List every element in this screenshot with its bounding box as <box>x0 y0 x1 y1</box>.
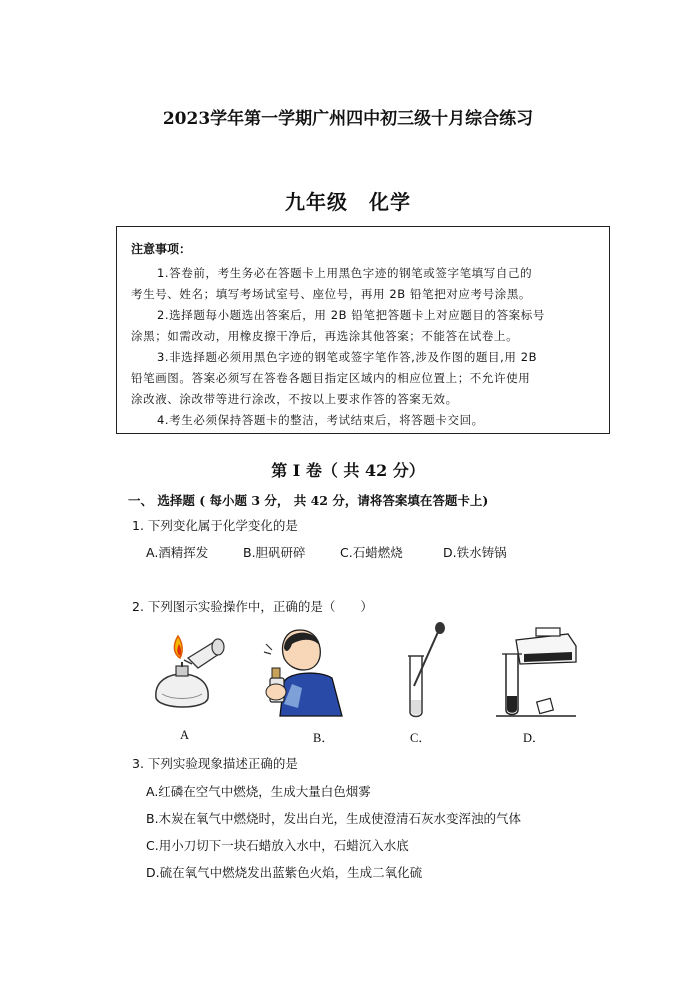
notice-line: 考生号、姓名；填写考场试室号、座位号，再用 2B 铅笔把对应考号涂黑。 <box>131 287 532 301</box>
image-label-c: C． <box>410 731 431 745</box>
notice-line: 涂黑；如需改动，用橡皮擦干净后，再选涂其他答案；不能答在试卷上。 <box>131 329 519 343</box>
question-1-option-d: D.铁水铸锅 <box>443 545 507 560</box>
question-3-option-b: B.木炭在氧气中燃烧时，发出白光，生成使澄清石灰水变浑浊的气体 <box>146 811 522 826</box>
exam-title: 2023学年第一学期广州四中初三级十月综合练习 <box>162 109 534 129</box>
question-3-option-c: C.用小刀切下一块石蜡放入水中，石蜡沉入水底 <box>146 838 409 853</box>
image-label-a: A <box>180 728 190 742</box>
image-c-dropper-test-tube <box>400 620 450 720</box>
notice-line: 4.考生必须保持答题卡的整洁，考试结束后，将答题卡交回。 <box>157 413 484 427</box>
image-label-d: D． <box>523 731 545 745</box>
question-1-option-b: B.胆矾研碎 <box>243 545 306 560</box>
image-d-pouring-reagent <box>496 626 582 720</box>
question-1-option-c: C.石蜡燃烧 <box>340 545 403 560</box>
question-1-option-a: A.酒精挥发 <box>146 545 209 560</box>
notice-line: 3.非选择题必须用黑色字迹的钢笔或签字笔作答,涉及作图的题目,用 2B <box>157 350 538 364</box>
question-3-option-a: A.红磷在空气中燃烧，生成大量白色烟雾 <box>146 784 371 799</box>
question-3-option-d: D.硫在氧气中燃烧发出蓝紫色火焰，生成二氧化硫 <box>146 865 423 880</box>
notice-line: 铅笔画图。答案必须写在答卷各题目指定区域内的相应位置上；不允许使用 <box>131 371 531 385</box>
question-1-stem: 1. 下列变化属于化学变化的是 <box>132 518 298 533</box>
image-label-b: B． <box>313 731 334 745</box>
notice-line: 1.答卷前，考生务必在答题卡上用黑色字迹的钢笔或签字笔填写自己的 <box>157 266 533 280</box>
notice-line: 涂改液、涂改带等进行涂改，不按以上要求作答的答案无效。 <box>131 392 458 406</box>
image-a-alcohol-lamp <box>148 628 228 720</box>
image-b-person-smelling <box>262 624 352 720</box>
part-title: 第 I 卷（ 共 42 分） <box>271 461 425 480</box>
question-2-stem: 2. 下列图示实验操作中，正确的是（ ） <box>132 599 373 614</box>
subject-title: 九年级 化学 <box>285 190 411 214</box>
section-heading: 一、 选择题 ( 每小题 3 分， 共 42 分，请将答案填在答题卡上) <box>128 493 489 508</box>
question-3-stem: 3. 下列实验现象描述正确的是 <box>132 756 298 771</box>
notice-box <box>116 226 610 434</box>
notice-heading: 注意事项： <box>131 242 192 256</box>
notice-line: 2.选择题每小题选出答案后，用 2B 铅笔把答题卡上对应题目的答案标号 <box>157 308 545 322</box>
